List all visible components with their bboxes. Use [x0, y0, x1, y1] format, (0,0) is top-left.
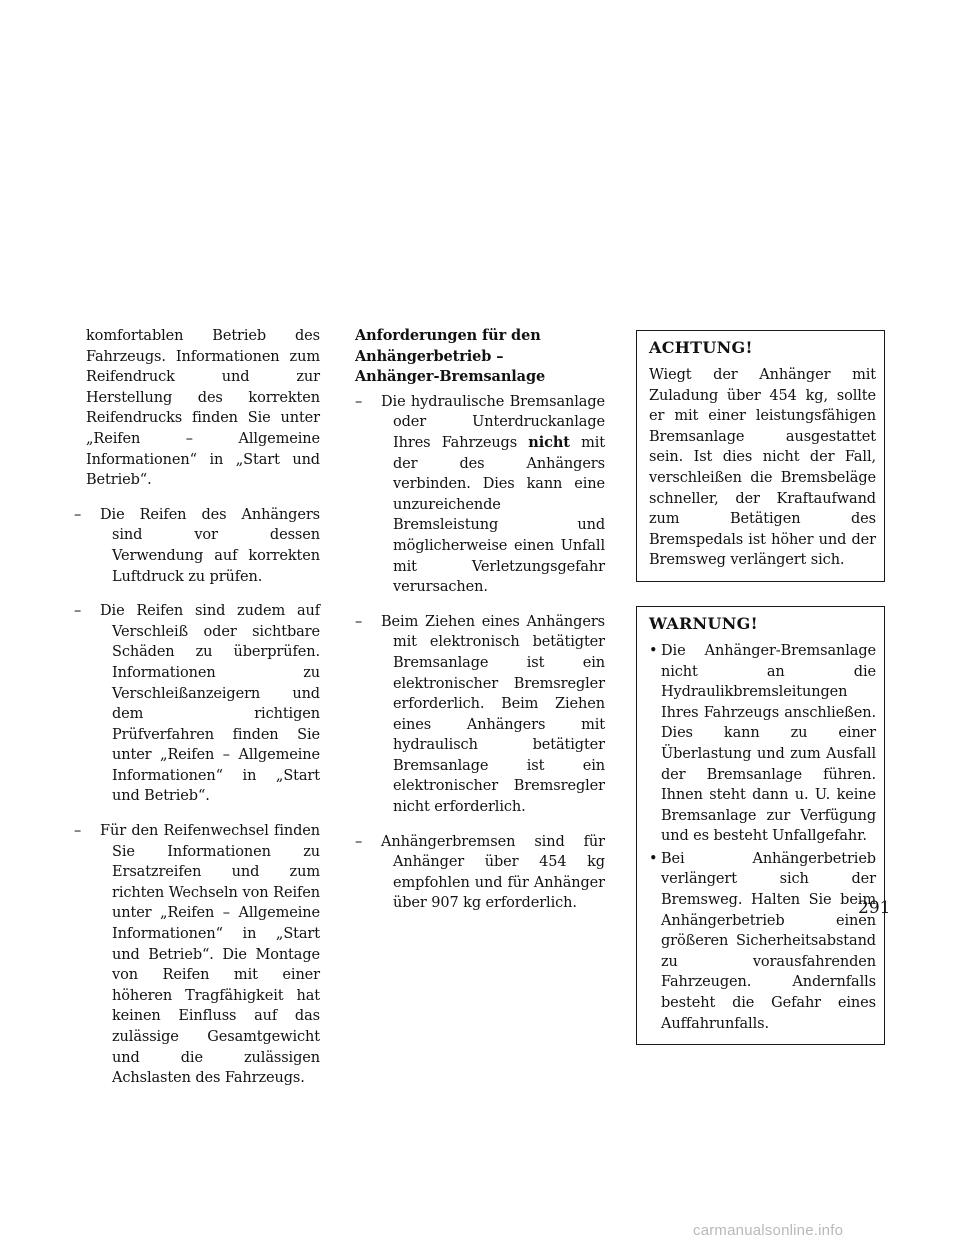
warning-title: WARNUNG!: [649, 613, 758, 633]
dash-marker: –: [355, 613, 363, 630]
dash-marker: –: [355, 833, 363, 850]
heading-line: Anforderungen für den: [355, 327, 541, 344]
dash-marker: –: [355, 393, 363, 410]
page-number: 291: [858, 898, 891, 918]
bullet-marker: •: [649, 850, 658, 867]
caution-text: Wiegt der Anhänger mit Zuladung über 454 kg, sollte er mit einer leistungsfähigen Bremsanlage ausgestattet sein. Ist dies nicht der Fall, verschleißen die Bremsbeläge schneller, der Kraftaufwand zum Betätigen des Bremspedals ist höher und der Bremsweg verlängert sich.: [649, 367, 876, 569]
left-column: [74, 326, 320, 1103]
list-item-text: Die Reifen des Anhängers sind vor dessen Verwendung auf korrekten Luftdruck zu prüfen.: [100, 506, 320, 585]
dash-marker: –: [74, 603, 82, 620]
middle-column: [355, 326, 605, 928]
caution-box: [636, 330, 885, 582]
heading-line: Anhängerbetrieb –: [355, 347, 504, 365]
heading-line: Anhänger-Bremsanlage: [355, 368, 546, 386]
list-item: [355, 392, 605, 598]
dash-marker: –: [74, 823, 82, 840]
list-item-text: Beim Ziehen eines Anhängers mit elektronisch betätigter Bremsanlage ist ein elektronischer Bremsregler erforderlich. Beim Ziehen eines Anhängers mit hydraulisch betätigter Bremsanlage ist ein elektronischer Bremsregler nicht erforderlich.: [381, 613, 605, 816]
bullet-item: [649, 641, 876, 847]
text-run: Die hydraulische Bremsanlage oder Unterdruckanlage Ihres Fahrzeugs: [381, 393, 605, 451]
list-item: [74, 821, 320, 1089]
bullet-item: [649, 849, 876, 1034]
bullet-text: Bei Anhängerbetrieb verlängert sich der Bremsweg. Halten Sie beim Anhängerbetrieb einen größeren Sicherheitsabstand zu vorausfahrenden Fahrzeugen. Andernfalls besteht die Gefahr eines Auffahrunfalls.: [661, 850, 876, 1032]
list-item: [355, 832, 605, 914]
bullet-marker: •: [649, 642, 658, 659]
list-item: [355, 612, 605, 818]
list-item-text: [381, 392, 605, 598]
dash-marker: –: [74, 506, 82, 523]
continued-paragraph: komfortablen Betrieb des Fahrzeugs. Informationen zum Reifendruck und zur Herstellung des korrekten Reifendrucks finden Sie unter „Reifen – Allgemeine Informationen“ in „Start und Betrieb“.: [86, 328, 320, 489]
section-heading: [355, 326, 605, 388]
list-item-text: Für den Reifenwechsel finden Sie Informationen zu Ersatzreifen und zum richten Wechseln von Reifen unter „Reifen – Allgemeine Informationen“ in „Start und Betrieb“. Die Montage von Reifen mit einer höheren Tragfähigkeit hat keinen Einfluss auf das zulässige Gesamtgewicht und die zulässigen Achslasten des Fahrzeugs.: [100, 823, 320, 1087]
text-run: mit der des Anhängers verbinden. Dies kann eine unzureichende Bremsleistung und möglicherweise einen Unfall mit Verletzungsgefahr verursachen.: [393, 434, 605, 596]
right-column: [636, 330, 885, 1045]
warning-box: [636, 606, 885, 1045]
list-item-text: Anhängerbremsen sind für Anhänger über 454 kg empfohlen und für Anhänger über 907 kg erforderlich.: [381, 833, 605, 912]
emphasis-not: nicht: [528, 433, 570, 451]
bullet-text: Die Anhänger-Bremsanlage nicht an die Hydraulikbremsleitungen Ihres Fahrzeugs anschließen. Dies kann zu einer Überlastung und zum Ausfall der Bremsanlage führen. Ihnen steht dann u. U. keine Bremsanlage zur Verfügung und es besteht Unfallgefahr.: [661, 642, 876, 845]
list-item: [74, 601, 320, 807]
caution-title: ACHTUNG!: [649, 338, 753, 357]
list-item: [74, 505, 320, 587]
watermark: carmanualsonline.info: [693, 1222, 844, 1239]
list-item-text: Die Reifen sind zudem auf Verschleiß oder sichtbare Schäden zu überprüfen. Informationen zu Verschleißanzeigern und dem richtigen Prüfverfahren finden Sie unter „Reifen – Allgemeine Informationen“ in „Start und Betrieb“.: [100, 603, 320, 805]
